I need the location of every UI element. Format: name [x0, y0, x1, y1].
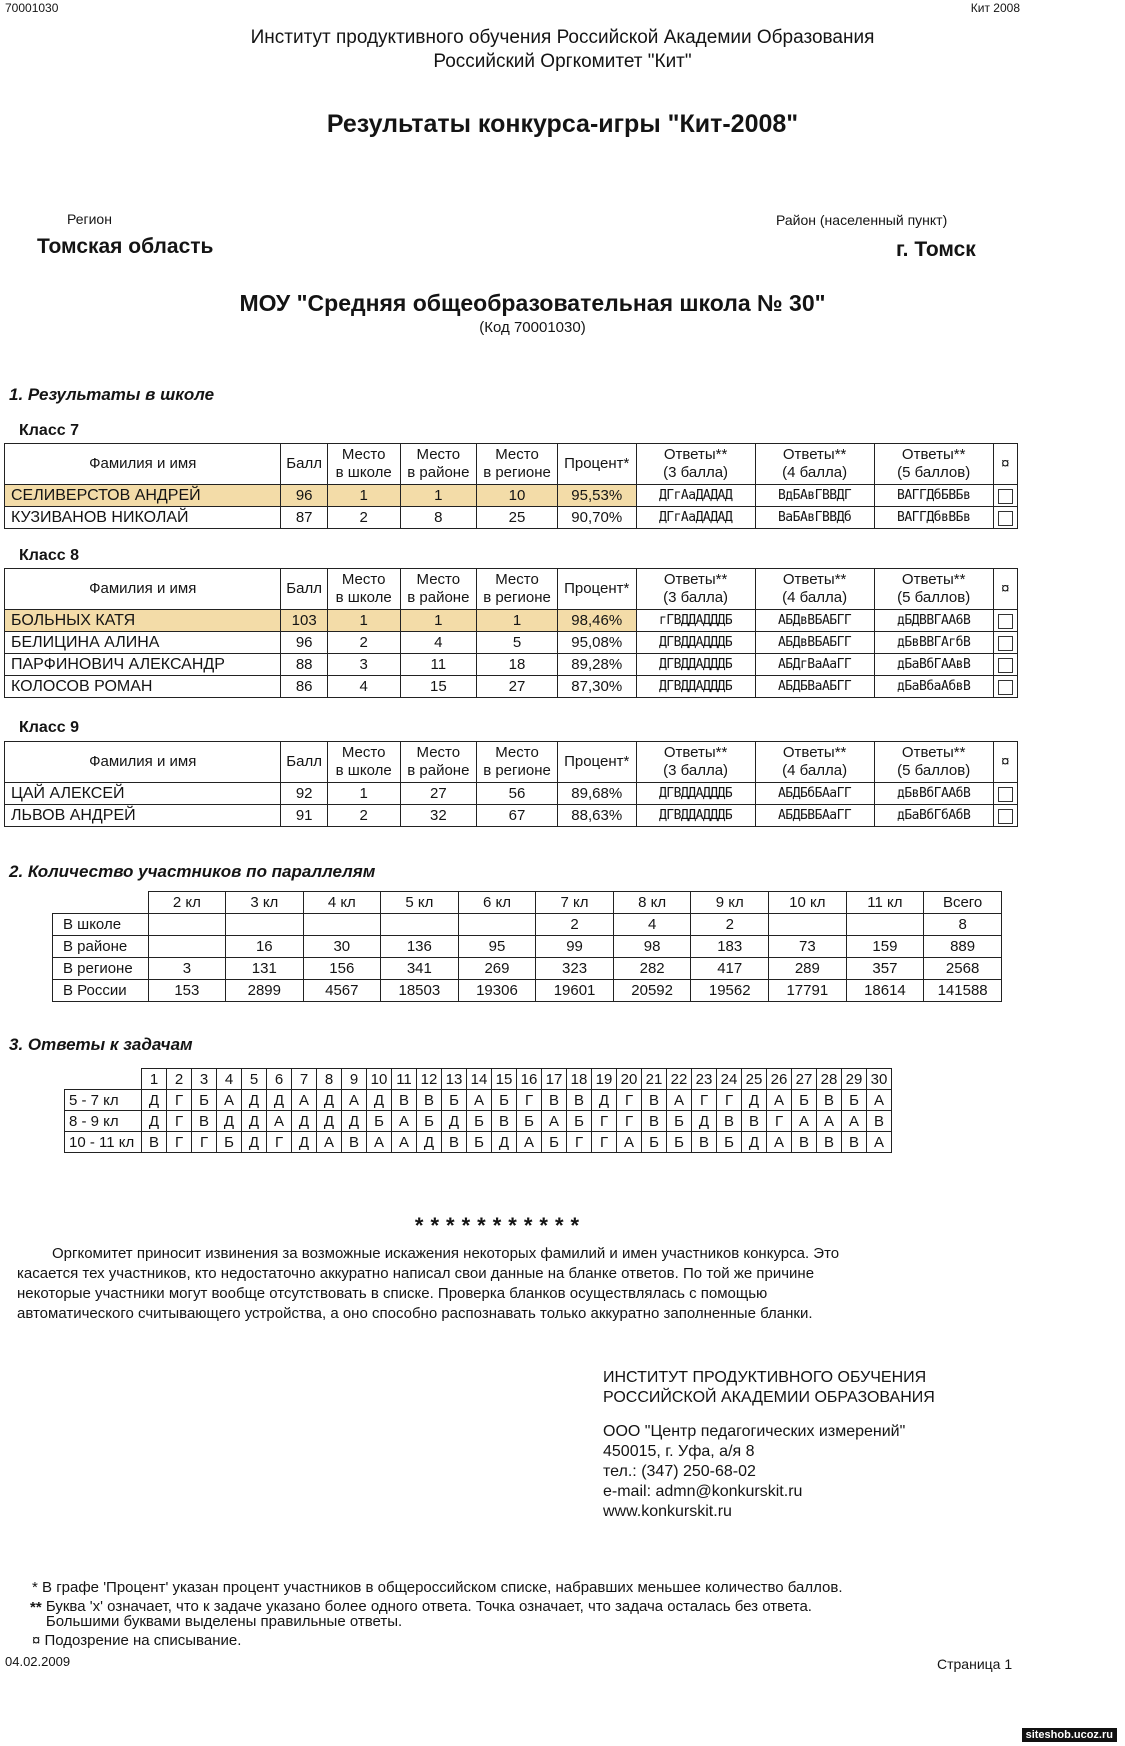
table-row: СЕЛИВЕРСТОВ АНДРЕЙ 96 1 1 10 95,53% ДГгАаДАДАД ВдБАвГВВДГ ВАГГДбБВБв: [5, 485, 1018, 507]
district-label: Район (населенный пункт): [776, 212, 948, 228]
table-row: БОЛЬНЫХ КАТЯ 103 1 1 1 98,46% гГВДДАДДДБ АБДвВБАБГГ дБДВВГАА6В: [5, 610, 1018, 632]
class-9-table: [4, 741, 1018, 827]
notice-line-3: некоторые участники могут вообще отсутствовать в списке. Проверка бланков осуществлялась с помощью: [17, 1285, 768, 1302]
answer-key-row: 5 - 7 кл Д Г Б А Д Д А Д А Д В В Б А Б Г В В Д Г В А Г Г Д А Б В Б А: [65, 1090, 892, 1111]
task-number: 12: [417, 1069, 442, 1090]
participants-row: В районе 16 30 136 95 99 98 183 73 159 889: [53, 936, 1002, 958]
table-row: ЦАЙ АЛЕКСЕЙ 92 1 27 56 89,68% ДГВДДАДДДБ АБДБбБАаГГ дБвВбГААбВ: [5, 783, 1018, 805]
doc-tag: Кит 2008: [970, 1, 1020, 15]
footnote-3: ¤ Подозрение на списывание.: [32, 1632, 242, 1649]
suspicion-checkbox: [998, 680, 1013, 695]
notice-line-2: касается тех участников, кто недостаточно аккуратно написал свои данные на бланке ответов. По той же причине: [17, 1265, 815, 1282]
task-number: 15: [492, 1069, 517, 1090]
answer-key-row: 8 - 9 кл Д Г В Д Д А Д Д Д Б А Б Д Б В Б А Б Г Г В Б Д В В Г А А А В: [65, 1111, 892, 1132]
region-value: Томская область: [37, 235, 214, 258]
task-number: 3: [192, 1069, 217, 1090]
task-number: 1: [142, 1069, 167, 1090]
print-date: 04.02.2009: [5, 1654, 71, 1669]
task-number: 11: [392, 1069, 417, 1090]
col-place-region: Место в регионе: [477, 444, 558, 485]
answer-key-row: 10 - 11 кл В Г Г Б Д Г Д А В А А Д В Б Д А Б Г Г А Б Б В Б Д А В В В А: [65, 1132, 892, 1153]
notice-line-1: Оргкомитет приносит извинения за возможные искажения некоторых фамилий и имен участников конкурса. Это: [52, 1245, 840, 1262]
participants-row: В регионе 3 131 156 341 269 323 282 417 289 357 2568: [53, 958, 1002, 980]
col-percent: Процент*: [557, 444, 636, 485]
participants-table: [52, 891, 1002, 1002]
class-7-table: [4, 443, 1018, 529]
table-row: КОЛОСОВ РОМАН 86 4 15 27 87,30% ДГВДДАДДДБ АБДБВаАБГГ дБаВбаАбвВ: [5, 676, 1018, 698]
institute-name-2: РОССИЙСКОЙ АКАДЕМИИ ОБРАЗОВАНИЯ: [603, 1389, 935, 1406]
task-number: 18: [567, 1069, 592, 1090]
region-label: Регион: [67, 211, 112, 227]
suspicion-checkbox: [998, 658, 1013, 673]
col-place-district: Место в районе: [400, 444, 477, 485]
task-number: 2: [167, 1069, 192, 1090]
class-8-header-row: Фамилия и имя Балл Место в школе Место в районе Место в регионе Процент* Ответы** (3 балла) Ответы** (4 балла) Ответы** (5 баллов) ¤: [5, 569, 1018, 610]
header-committee: Российский Оргкомитет "Кит": [433, 51, 692, 72]
district-value: г. Томск: [896, 238, 976, 261]
website-stamp: siteshob.ucoz.ru: [1022, 1728, 1117, 1742]
task-number: 26: [767, 1069, 792, 1090]
task-number: 14: [467, 1069, 492, 1090]
answer-key-header-row: [65, 1069, 892, 1090]
task-number: 10: [367, 1069, 392, 1090]
class-9-header-row: Фамилия и имя Балл Место в школе Место в районе Место в регионе Процент* Ответы** (3 балла) Ответы** (4 балла) Ответы** (5 баллов) ¤: [5, 742, 1018, 783]
institute-org: ООО "Центр педагогических измерений": [603, 1423, 906, 1440]
task-number: 23: [692, 1069, 717, 1090]
col-score: Балл: [281, 444, 327, 485]
task-number: 21: [642, 1069, 667, 1090]
task-number: 5: [242, 1069, 267, 1090]
table-row: ЛЬВОВ АНДРЕЙ 91 2 32 67 88,63% ДГВДДАДДДБ АБДБВБАаГГ дБаВбГбАбВ: [5, 805, 1018, 827]
header-institute: Институт продуктивного обучения Российской Академии Образования: [250, 27, 875, 48]
col-answers-3: Ответы** (3 балла): [636, 444, 755, 485]
task-number: 6: [267, 1069, 292, 1090]
task-number: 27: [792, 1069, 817, 1090]
notice-line-4: автоматического считывающего устройства, а оно способно распознавать только аккуратно заполненные бланки.: [17, 1305, 813, 1322]
participants-header-row: 2 кл 3 кл 4 кл 5 кл 6 кл 7 кл 8 кл 9 кл 10 кл 11 кл Всего: [53, 892, 1002, 914]
task-number: 24: [717, 1069, 742, 1090]
class-7-header-row: [5, 444, 1018, 485]
task-number: 20: [617, 1069, 642, 1090]
class-7-label: Класс 7: [19, 422, 79, 439]
task-number: 28: [817, 1069, 842, 1090]
institute-name-1: ИНСТИТУТ ПРОДУКТИВНОГО ОБУЧЕНИЯ: [603, 1369, 927, 1386]
task-number: 7: [292, 1069, 317, 1090]
task-number: 16: [517, 1069, 542, 1090]
table-row: БЕЛИЦИНА АЛИНА 96 2 4 5 95,08% ДГВДДАДДДБ АБДвВБАБГГ дБвВВГАгбВ: [5, 632, 1018, 654]
institute-phone: тел.: (347) 250-68-02: [603, 1463, 756, 1480]
institute-block: [603, 1368, 935, 1522]
institute-address: 450015, г. Уфа, а/я 8: [603, 1443, 755, 1460]
suspicion-checkbox: [998, 787, 1013, 802]
col-answers-5: Ответы** (5 баллов): [874, 444, 993, 485]
suspicion-checkbox: [998, 614, 1013, 629]
col-name: Фамилия и имя: [5, 444, 281, 485]
institute-email: e-mail: admn@konkurskit.ru: [603, 1483, 803, 1500]
task-number: 19: [592, 1069, 617, 1090]
page-title: Результаты конкурса-игры "Кит-2008": [326, 110, 799, 138]
participants-row: В России 153 2899 4567 18503 19306 19601 20592 19562 17791 18614 141588: [53, 980, 1002, 1002]
section-3-title: 3. Ответы к задачам: [9, 1035, 193, 1054]
task-number: 8: [317, 1069, 342, 1090]
col-answers-4: Ответы** (4 балла): [755, 444, 874, 485]
school-code: (Код 70001030): [479, 319, 586, 336]
class-9-label: Класс 9: [19, 719, 79, 736]
task-number: 9: [342, 1069, 367, 1090]
task-number: 29: [842, 1069, 867, 1090]
answer-key-table: [64, 1068, 892, 1153]
table-row: КУЗИВАНОВ НИКОЛАЙ 87 2 8 25 90,70% ДГгАаДАДАД ВаБАвГВВДб ВАГГДбвВБв: [5, 507, 1018, 529]
task-number: 25: [742, 1069, 767, 1090]
separator-stars: ***********: [414, 1213, 587, 1238]
doc-code: 70001030: [5, 1, 59, 15]
task-number: 22: [667, 1069, 692, 1090]
footnote-1: * В графе 'Процент' указан процент участников в общероссийском списке, набравших меньшее количество баллов.: [32, 1579, 843, 1596]
task-number: 17: [542, 1069, 567, 1090]
suspicion-checkbox: [998, 809, 1013, 824]
section-2-title: 2. Количество участников по параллелям: [9, 862, 376, 881]
participants-row: В школе 2 4 2 8: [53, 914, 1002, 936]
col-flag: ¤: [993, 444, 1017, 485]
footnote-2: ** Буква 'х' означает, что к задаче указано более одного ответа. Точка означает, что задача осталась без ответа. Большими буквами выделены правильные ответы.: [30, 1598, 812, 1630]
table-row: ПАРФИНОВИЧ АЛЕКСАНДР 88 3 11 18 89,28% ДГВДДАДДДБ АБДгВаАаГГ дБаВбГААвВ: [5, 654, 1018, 676]
class-8-table: [4, 568, 1018, 698]
task-number: 4: [217, 1069, 242, 1090]
suspicion-checkbox: [998, 489, 1013, 504]
task-number: 13: [442, 1069, 467, 1090]
task-number: 30: [867, 1069, 892, 1090]
suspicion-checkbox: [998, 511, 1013, 526]
class-8-label: Класс 8: [19, 547, 79, 564]
institute-website: www.konkurskit.ru: [603, 1503, 732, 1520]
col-place-school: Место в школе: [327, 444, 400, 485]
school-name: МОУ "Средняя общеобразовательная школа № 30": [239, 290, 826, 316]
section-1-title: 1. Результаты в школе: [9, 385, 215, 404]
suspicion-checkbox: [998, 636, 1013, 651]
page-number: Страница 1: [937, 1656, 1013, 1672]
